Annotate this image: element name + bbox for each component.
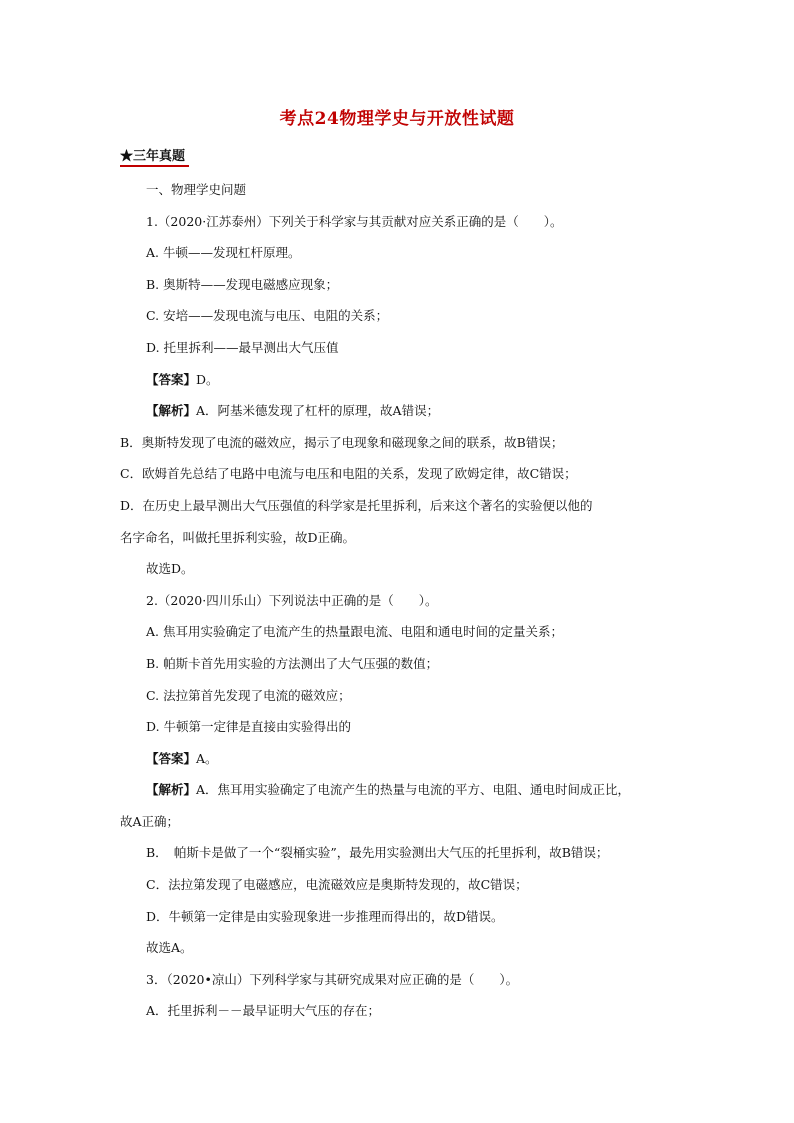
question-2-option-a: A. 焦耳用实验确定了电流产生的热量跟电流、电阻和通电时间的定量关系；: [146, 624, 563, 640]
section-tag-underline: [120, 165, 189, 167]
analysis-text: A．阿基米德发现了杠杆的原理，故A错误；: [196, 403, 440, 419]
analysis-label: 【解析】: [146, 403, 197, 419]
question-1-option-a: A. 牛顿——发现杠杆原理。: [146, 245, 301, 261]
question-1-answer: [120, 364, 680, 396]
question-1-analysis-b: B．奥斯特发现了电流的磁效应，揭示了电现象和磁现象之间的联系，故B错误；: [120, 434, 564, 450]
question-1-option-c: C. 安培——发现电流与电压、电阻的关系；: [146, 308, 389, 324]
question-1-analysis-d: D．在历史上最早测出大气压强值的科学家是托里拆利，后来这个著名的实验便以他的: [120, 497, 593, 513]
question-1-option-b: B. 奥斯特——发现电磁感应现象；: [146, 276, 339, 292]
page-title: 考点24物理学史与开放性试题: [279, 109, 515, 129]
question-2-option-c: C. 法拉第首先发现了电流的磁效应；: [146, 687, 351, 703]
question-1-choice: 故选D。: [146, 561, 194, 577]
question-2-option-d: D. 牛顿第一定律是直接由实验得出的: [146, 719, 352, 735]
section-tag: [120, 145, 185, 164]
question-1-analysis-c: C．欧姆首先总结了电路中电流与电压和电阻的关系，发现了欧姆定律，故C错误；: [120, 466, 577, 482]
section-tag-label: ★三年真题: [120, 149, 186, 164]
question-2-stem: 2.（2020·四川乐山）下列说法中正确的是（ ）。: [146, 592, 438, 608]
question-2-analysis-b: B． 帕斯卡是做了一个“裂桶实验”，最先用实验测出大气压的托里拆利，故B错误；: [146, 845, 609, 861]
answer-value: A。: [196, 750, 218, 766]
question-3-stem: 3．（2020•凉山）下列科学家与其研究成果对应正确的是（ ）。: [146, 971, 519, 987]
question-2-analysis-d: D．牛顿第一定律是由实验现象进一步推理而得出的，故D错误。: [146, 908, 504, 924]
question-1-analysis-a: [120, 395, 680, 427]
question-3-option-a: A．托里拆利－－最早证明大气压的存在；: [146, 1003, 381, 1019]
question-1-analysis-d-cont: 名字命名，叫做托里拆利实验，故D正确。: [120, 529, 356, 545]
document-body: [120, 174, 680, 1027]
question-2-analysis-a: [120, 774, 680, 806]
answer-label: 【答案】: [146, 750, 197, 766]
question-2-option-b: B. 帕斯卡首先用实验的方法测出了大气压强的数值；: [146, 655, 439, 671]
question-1-option-d: D. 托里拆利——最早测出大气压值: [146, 339, 339, 355]
answer-value: D。: [196, 371, 219, 387]
analysis-text: A．焦耳用实验确定了电流产生的热量与电流的平方、电阻、通电时间成正比，: [196, 782, 631, 798]
question-2-analysis-a-cont: 故A正确；: [120, 813, 180, 829]
section-heading: 一、物理学史问题: [146, 182, 247, 197]
question-2-answer: [120, 743, 680, 775]
question-1-stem: 1.（2020·江苏泰州）下列关于科学家与其贡献对应关系正确的是（ ）。: [146, 213, 563, 229]
question-2-choice: 故选A。: [146, 940, 193, 956]
analysis-label: 【解析】: [146, 782, 197, 798]
question-2-analysis-c: C．法拉第发现了电磁感应，电流磁效应是奥斯特发现的，故C错误；: [146, 877, 528, 893]
answer-label: 【答案】: [146, 371, 197, 387]
